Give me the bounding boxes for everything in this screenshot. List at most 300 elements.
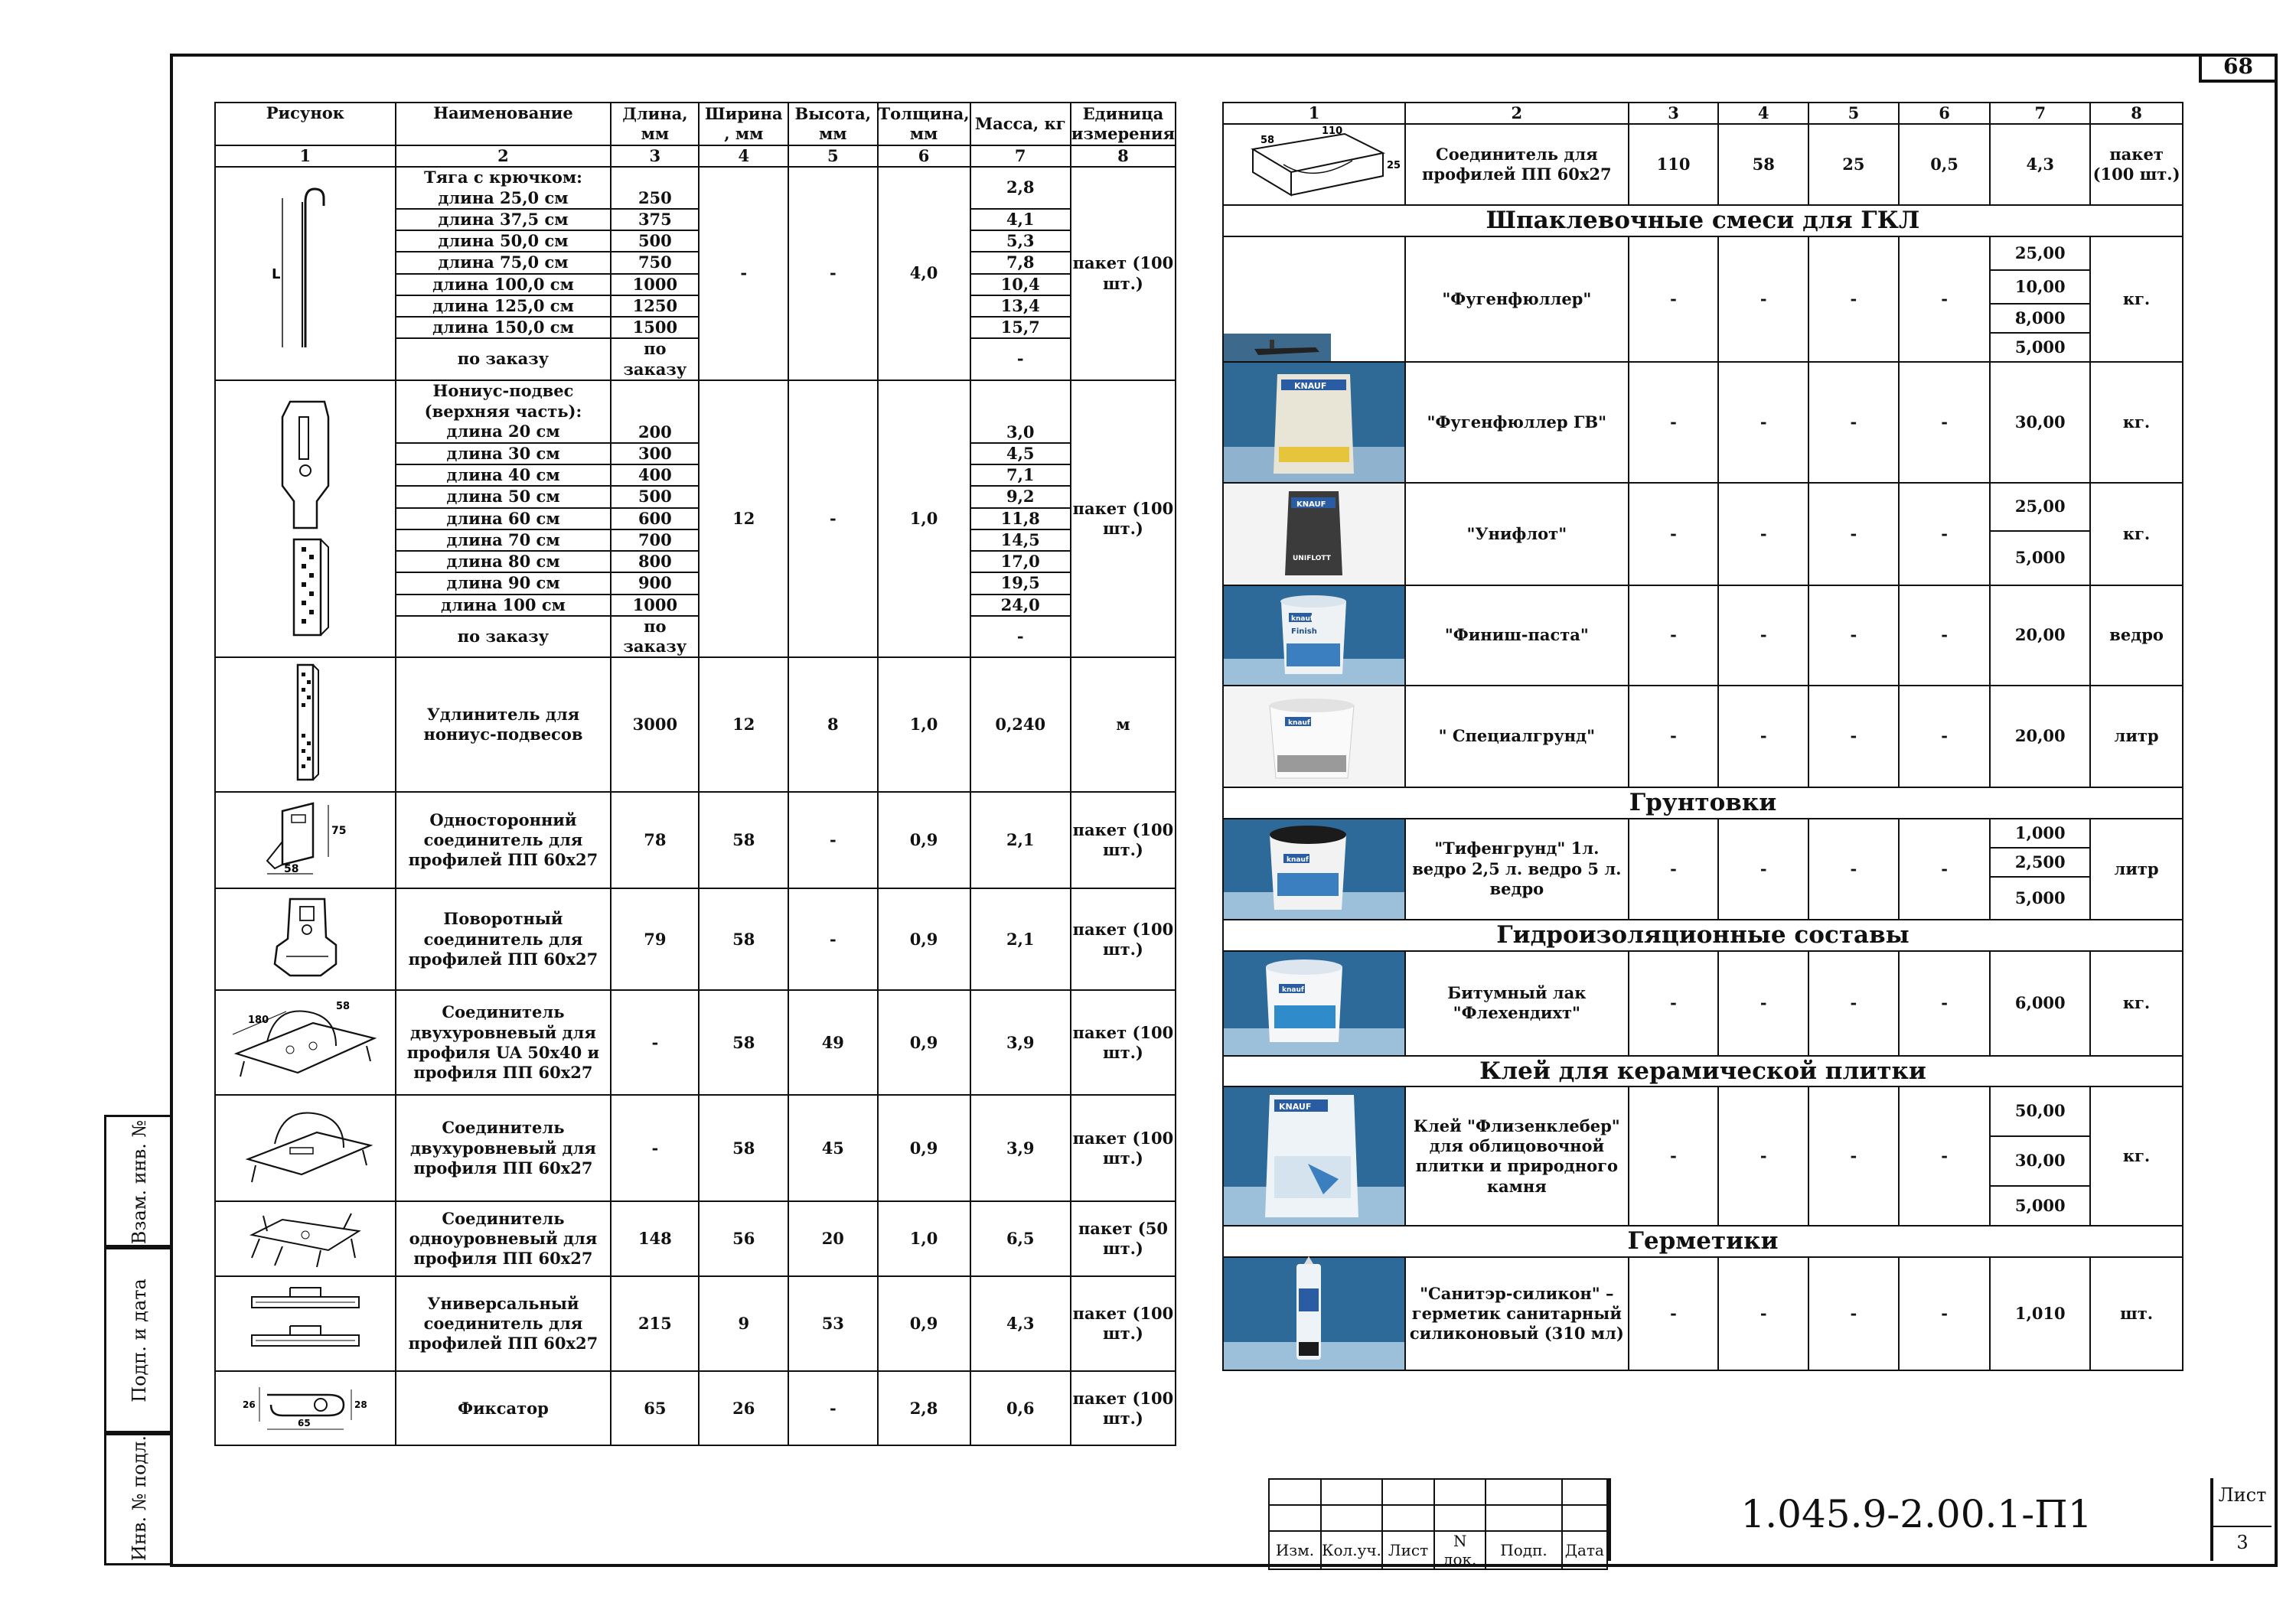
- name: длина 30 см: [396, 443, 612, 464]
- unit: пакет (100 шт.): [1071, 990, 1176, 1095]
- len: 300: [611, 443, 699, 464]
- mass: 7,8: [970, 252, 1071, 273]
- name: "Фугенфюллер ГВ": [1405, 362, 1629, 483]
- width: 58: [699, 792, 788, 888]
- mass: 10,00: [1990, 270, 2090, 304]
- universal-connector-drawing: [215, 1276, 396, 1371]
- header-unit: Единица измерения: [1071, 103, 1176, 145]
- name: длина 37,5 см: [396, 209, 612, 230]
- svg-text:110: 110: [1322, 125, 1343, 137]
- name: Поворотный соединитель для профилей ПП 60х27: [396, 888, 612, 990]
- bucket-icon: [1224, 819, 1404, 919]
- name: длина 125,0 см: [396, 295, 612, 317]
- name: длина 70 см: [396, 529, 612, 551]
- profile-connector-drawing: [1223, 124, 1405, 205]
- dash: -: [1629, 1086, 1719, 1226]
- hook-rod-drawing: [215, 167, 396, 380]
- universal-connector-icon: [236, 1282, 374, 1362]
- name: "Фугенфюллер": [1405, 236, 1629, 362]
- unit: пакет (50 шт.): [1071, 1201, 1176, 1276]
- name: Соединитель двухуровневый для профиля UA 50х40 и профиля ПП 60х27: [396, 990, 612, 1095]
- mass: 6,5: [970, 1201, 1071, 1276]
- dash: -: [1629, 1257, 1719, 1370]
- dash: -: [1718, 483, 1808, 585]
- thickness: 4,0: [878, 167, 970, 380]
- width: 12: [699, 657, 788, 792]
- nonius-title: Нониус-подвес (верхняя часть): длина 20 см: [396, 380, 612, 443]
- mass: 14,5: [970, 529, 1071, 551]
- len: 600: [611, 508, 699, 529]
- col-num: 2: [1405, 103, 1629, 124]
- col-num: 1: [215, 145, 396, 167]
- dash: -: [1808, 585, 1899, 686]
- name: Фиксатор: [396, 1371, 612, 1445]
- one-sided-connector-drawing: [215, 792, 396, 888]
- mass: 5,000: [1990, 1186, 2090, 1226]
- len: 1500: [611, 317, 699, 338]
- header-mass: Масса, кг: [970, 103, 1071, 145]
- dash: -: [1718, 951, 1808, 1056]
- name: по заказу: [396, 616, 612, 658]
- unit: пакет (100 шт.): [1071, 792, 1176, 888]
- c7: 4,3: [1990, 124, 2090, 205]
- len: 148: [611, 1201, 699, 1276]
- thickness: 1,0: [878, 380, 970, 658]
- mass: 1,000: [1990, 819, 2090, 848]
- dash: -: [1899, 951, 1991, 1056]
- len: 700: [611, 529, 699, 551]
- svg-text:knauf: knauf: [1288, 719, 1310, 727]
- header-length: Длина, мм: [611, 103, 699, 145]
- dash: -: [1899, 1086, 1991, 1226]
- header-thickness: Толщина, мм: [878, 103, 970, 145]
- dash: -: [1718, 686, 1808, 787]
- dash: -: [1629, 483, 1719, 585]
- dash: -: [1718, 585, 1808, 686]
- mass: 4,5: [970, 443, 1071, 464]
- unit: кг.: [2090, 1086, 2183, 1226]
- left-spec-table: [214, 102, 1176, 1446]
- name: длина 60 см: [396, 508, 612, 529]
- name: длина 50,0 см: [396, 230, 612, 252]
- title-block: [1268, 1478, 2272, 1569]
- name: Соединитель одноуровневый для профиля ПП 60х27: [396, 1201, 612, 1276]
- header-height: Высота, мм: [788, 103, 877, 145]
- mass: 10,4: [970, 274, 1071, 295]
- dual-level-pp-connector-icon: [229, 1098, 382, 1194]
- unit: кг.: [2090, 951, 2183, 1056]
- mass: 7,1: [970, 464, 1071, 486]
- flaechendicht-photo: [1223, 951, 1405, 1056]
- col-num: 7: [970, 145, 1071, 167]
- col-num: 3: [611, 145, 699, 167]
- nonius-hanger-drawing: [215, 380, 396, 658]
- len: 500: [611, 230, 699, 252]
- name: длина 90 см: [396, 572, 612, 594]
- len: по заказу: [611, 616, 699, 658]
- dash: -: [1718, 819, 1808, 920]
- profile-connector-icon: [1230, 125, 1401, 199]
- rotary-connector-icon: [256, 891, 355, 983]
- dash: -: [1718, 362, 1808, 483]
- name: Удлинитель для нониус-подвесов: [396, 657, 612, 792]
- name: "Тифенгрунд" 1л. ведро 2,5 л. ведро 5 л. ведро: [1405, 819, 1629, 920]
- len: 78: [611, 792, 699, 888]
- col-num: 5: [788, 145, 877, 167]
- svg-text:26: 26: [242, 1399, 256, 1410]
- svg-text:75: 75: [331, 825, 347, 838]
- fixator-drawing: [215, 1371, 396, 1445]
- thickness: 0,9: [878, 1095, 970, 1201]
- section-title-sealants: Герметики: [1223, 1226, 2183, 1257]
- dash: -: [1808, 686, 1899, 787]
- mass: 25,00: [1990, 236, 2090, 270]
- col-num: 2: [396, 145, 612, 167]
- side-box-sign: [104, 1245, 172, 1435]
- width: 12: [699, 380, 788, 658]
- bag-icon: [1224, 484, 1404, 585]
- fixator-icon: [236, 1376, 374, 1437]
- name: длина 100,0 см: [396, 274, 612, 295]
- unit: шт.: [2090, 1257, 2183, 1370]
- stamp-kol: Кол.уч.: [1321, 1531, 1382, 1569]
- name: длина 100 см: [396, 595, 612, 616]
- col-num: 8: [1071, 145, 1176, 167]
- len: 65: [611, 1371, 699, 1445]
- thickness: 0,9: [878, 1276, 970, 1371]
- unit: пакет (100 шт.): [1071, 1276, 1176, 1371]
- name: " Специалгрунд": [1405, 686, 1629, 787]
- len: 800: [611, 551, 699, 572]
- width: 26: [699, 1371, 788, 1445]
- dash: -: [1808, 362, 1899, 483]
- svg-text:KNAUF: KNAUF: [1296, 500, 1326, 509]
- dash: -: [1808, 236, 1899, 362]
- mass: 17,0: [970, 551, 1071, 572]
- mass: 13,4: [970, 295, 1071, 317]
- bag-icon: [1224, 363, 1404, 482]
- name: "Унифлот": [1405, 483, 1629, 585]
- mass: -: [970, 616, 1071, 658]
- dual-level-ua-connector-drawing: [215, 990, 396, 1095]
- name: длина 40 см: [396, 464, 612, 486]
- mass: 25,00: [1990, 483, 2090, 531]
- tiefengrund-photo: [1223, 819, 1405, 920]
- mass: 0,240: [970, 657, 1071, 792]
- mass: 30,00: [1990, 362, 2090, 483]
- width: 58: [699, 888, 788, 990]
- len: -: [611, 990, 699, 1095]
- document-code: 1.045.9-2.00.1-П1: [1740, 1492, 2092, 1536]
- c5: 25: [1808, 124, 1899, 205]
- svg-text:58: 58: [283, 863, 299, 876]
- svg-text:58: 58: [1261, 134, 1275, 146]
- width: -: [699, 167, 788, 380]
- unit: кг.: [2090, 236, 2183, 362]
- extension-bar-icon: [271, 661, 340, 783]
- single-level-connector-drawing: [215, 1201, 396, 1276]
- name: Соединитель двухуровневый для профиля ПП 60х27: [396, 1095, 612, 1201]
- svg-text:L: L: [271, 266, 281, 283]
- cartridge-icon: [1224, 1258, 1404, 1370]
- svg-text:KNAUF: KNAUF: [1294, 381, 1327, 391]
- mass: 5,000: [1990, 333, 2090, 362]
- side-label-inv: Инв. № подл.: [129, 1435, 151, 1562]
- unit: пакет (100 шт.): [1071, 1371, 1176, 1445]
- mass: 20,00: [1990, 585, 2090, 686]
- mass: 24,0: [970, 595, 1071, 616]
- dash: -: [1899, 483, 1991, 585]
- dash: -: [1808, 1086, 1899, 1226]
- mass: 20,00: [1990, 686, 2090, 787]
- height: 49: [788, 990, 877, 1095]
- header-name: Наименование: [396, 103, 612, 145]
- svg-text:knauf: knauf: [1282, 985, 1304, 994]
- name: Битумный лак "Флехендихт": [1405, 951, 1629, 1056]
- dash: -: [1629, 951, 1719, 1056]
- fugenfuller-photo: [1223, 236, 1405, 362]
- unit: пакет (100 шт.): [1071, 888, 1176, 990]
- spezialgrund-photo: [1223, 686, 1405, 787]
- finish-paste-photo: [1223, 585, 1405, 686]
- mass: 3,9: [970, 990, 1071, 1095]
- name: "Санитэр-силикон" – герметик санитарный силиконовый (310 мл): [1405, 1257, 1629, 1370]
- stamp-podp: Подп.: [1486, 1531, 1561, 1569]
- sheet-box: [2210, 1478, 2272, 1561]
- uniflot-photo: [1223, 483, 1405, 585]
- section-title-primers: Грунтовки: [1223, 787, 2183, 819]
- len: 400: [611, 464, 699, 486]
- height: 8: [788, 657, 877, 792]
- svg-text:180: 180: [247, 1015, 269, 1027]
- c6: 0,5: [1899, 124, 1991, 205]
- name: Клей "Флизенклебер" для облицовочной плитки и природного камня: [1405, 1086, 1629, 1226]
- svg-text:KNAUF: KNAUF: [1279, 1102, 1312, 1112]
- name: Соединитель для профилей ПП 60х27: [1405, 124, 1629, 205]
- width: 58: [699, 990, 788, 1095]
- unit: пакет (100 шт.): [1071, 380, 1176, 658]
- dash: -: [1899, 819, 1991, 920]
- sanitary-silicone-photo: [1223, 1257, 1405, 1370]
- dash: -: [1718, 1257, 1808, 1370]
- dash: -: [1808, 1257, 1899, 1370]
- mass: 2,1: [970, 888, 1071, 990]
- c3: 110: [1629, 124, 1719, 205]
- trowel-icon: [1224, 334, 1331, 361]
- unit: пакет (100 шт.): [1071, 167, 1176, 380]
- dual-level-pp-connector-drawing: [215, 1095, 396, 1201]
- rotary-connector-drawing: [215, 888, 396, 990]
- len: 200: [611, 380, 699, 443]
- len: 750: [611, 252, 699, 273]
- dash: -: [1808, 951, 1899, 1056]
- mass: 4,1: [970, 209, 1071, 230]
- len: по заказу: [611, 338, 699, 380]
- name: длина 150,0 см: [396, 317, 612, 338]
- len: -: [611, 1095, 699, 1201]
- mass: 2,500: [1990, 848, 2090, 877]
- section-title-waterproofing: Гидроизоляционные составы: [1223, 920, 2183, 951]
- mass: 3,9: [970, 1095, 1071, 1201]
- len: 1000: [611, 274, 699, 295]
- col-num: 3: [1629, 103, 1719, 124]
- mass: 50,00: [1990, 1086, 2090, 1136]
- name: длина 75,0 см: [396, 252, 612, 273]
- mass: 4,3: [970, 1276, 1071, 1371]
- len: 79: [611, 888, 699, 990]
- mass: 5,3: [970, 230, 1071, 252]
- len: 3000: [611, 657, 699, 792]
- mass: 2,1: [970, 792, 1071, 888]
- fliesenkleber-photo: [1223, 1086, 1405, 1226]
- nonius-hanger-icon: [252, 394, 359, 639]
- svg-text:65: 65: [297, 1417, 311, 1428]
- dash: -: [1629, 236, 1719, 362]
- bucket-icon: [1224, 586, 1404, 685]
- mass: 8,000: [1990, 304, 2090, 333]
- thickness: 0,9: [878, 792, 970, 888]
- c4: 58: [1718, 124, 1808, 205]
- width: 58: [699, 1095, 788, 1201]
- len: 900: [611, 572, 699, 594]
- stamp-data: Дата: [1562, 1531, 1607, 1569]
- height: -: [788, 1371, 877, 1445]
- svg-text:knauf: knauf: [1287, 855, 1309, 864]
- height: 20: [788, 1201, 877, 1276]
- page-number: 68: [2199, 54, 2275, 83]
- svg-text:UNIFLOTT: UNIFLOTT: [1293, 555, 1331, 562]
- revision-grid: [1268, 1478, 1608, 1570]
- title-divider: [1608, 1478, 1611, 1561]
- hook-rod-icon: [259, 183, 351, 359]
- mass: 30,00: [1990, 1136, 2090, 1186]
- width: 56: [699, 1201, 788, 1276]
- height: -: [788, 380, 877, 658]
- col-num: 7: [1990, 103, 2090, 124]
- mass: 3,0: [970, 380, 1071, 443]
- name: по заказу: [396, 338, 612, 380]
- height: 53: [788, 1276, 877, 1371]
- thickness: 0,9: [878, 990, 970, 1095]
- col-num: 6: [878, 145, 970, 167]
- unit: кг.: [2090, 483, 2183, 585]
- height: -: [788, 792, 877, 888]
- dash: -: [1808, 483, 1899, 585]
- mass: 11,8: [970, 508, 1071, 529]
- stamp-list: Лист: [1382, 1531, 1434, 1569]
- mass: -: [970, 338, 1071, 380]
- header-width: Ширина , мм: [699, 103, 788, 145]
- col-num: 1: [1223, 103, 1405, 124]
- svg-text:25: 25: [1387, 159, 1401, 171]
- sheet-label: Лист: [2218, 1484, 2267, 1506]
- fugenfuller-gv-photo: [1223, 362, 1405, 483]
- len: 1000: [611, 595, 699, 616]
- dash: -: [1629, 362, 1719, 483]
- svg-text:28: 28: [354, 1399, 367, 1410]
- svg-text:knauf: knauf: [1291, 615, 1313, 623]
- dash: -: [1718, 1086, 1808, 1226]
- mass: 19,5: [970, 572, 1071, 594]
- side-box-replace: [104, 1115, 172, 1249]
- dash: -: [1629, 819, 1719, 920]
- dash: -: [1899, 686, 1991, 787]
- section-title-tile-adhesive: Клей для керамической плитки: [1223, 1056, 2183, 1087]
- name: Односторонний соединитель для профилей ПП 60х27: [396, 792, 612, 888]
- len: 375: [611, 209, 699, 230]
- col-num: 5: [1808, 103, 1899, 124]
- len: 215: [611, 1276, 699, 1371]
- side-box-inv: [104, 1431, 172, 1565]
- dash: -: [1629, 686, 1719, 787]
- extension-drawing: [215, 657, 396, 792]
- svg-text:58: 58: [335, 1001, 350, 1013]
- col-num: 6: [1899, 103, 1991, 124]
- mass: 0,6: [970, 1371, 1071, 1445]
- mass: 5,000: [1990, 531, 2090, 585]
- unit: ведро: [2090, 585, 2183, 686]
- thickness: 1,0: [878, 657, 970, 792]
- height: 45: [788, 1095, 877, 1201]
- sheet-number: 3: [2213, 1526, 2272, 1553]
- header-figure: Рисунок: [215, 103, 396, 145]
- thickness: 1,0: [878, 1201, 970, 1276]
- right-spec-table: [1222, 102, 2183, 1371]
- stamp-izm: Изм.: [1269, 1531, 1321, 1569]
- section-title-putty: Шпаклевочные смеси для ГКЛ: [1223, 205, 2183, 236]
- mass: 6,000: [1990, 951, 2090, 1056]
- bucket-icon: [1224, 686, 1404, 787]
- mass: 15,7: [970, 317, 1071, 338]
- bucket-icon: [1224, 952, 1404, 1055]
- dash: -: [1899, 585, 1991, 686]
- dash: -: [1808, 819, 1899, 920]
- svg-text:Finish: Finish: [1291, 627, 1317, 636]
- stamp-ndoc: N док.: [1434, 1531, 1486, 1569]
- name: длина 80 см: [396, 551, 612, 572]
- thickness: 2,8: [878, 1371, 970, 1445]
- name: Универсальный соединитель для профилей ПП 60х27: [396, 1276, 612, 1371]
- unit: кг.: [2090, 362, 2183, 483]
- width: 9: [699, 1276, 788, 1371]
- len: 1250: [611, 295, 699, 317]
- mass: 2,8: [970, 167, 1071, 209]
- unit: пакет (100 шт.): [1071, 1095, 1176, 1201]
- hook-rod-title: Тяга с крючком: длина 25,0 см: [396, 167, 612, 209]
- dash: -: [1718, 236, 1808, 362]
- col-num: 4: [1718, 103, 1808, 124]
- col-num: 4: [699, 145, 788, 167]
- mass: 5,000: [1990, 877, 2090, 920]
- side-label-sign: Подп. и дата: [129, 1278, 150, 1402]
- height: -: [788, 167, 877, 380]
- thickness: 0,9: [878, 888, 970, 990]
- name: "Финиш-паста": [1405, 585, 1629, 686]
- height: -: [788, 888, 877, 990]
- mass: 9,2: [970, 486, 1071, 507]
- unit: литр: [2090, 819, 2183, 920]
- side-label-replace: Взам. инв. №: [129, 1119, 150, 1245]
- mass: 1,010: [1990, 1257, 2090, 1370]
- one-sided-connector-icon: [252, 796, 359, 880]
- dash: -: [1899, 362, 1991, 483]
- unit: литр: [2090, 686, 2183, 787]
- dual-level-ua-connector-icon: [221, 992, 390, 1088]
- len: 500: [611, 486, 699, 507]
- dash: -: [1899, 236, 1991, 362]
- col-num: 8: [2090, 103, 2183, 124]
- bag-icon: [1224, 1087, 1404, 1225]
